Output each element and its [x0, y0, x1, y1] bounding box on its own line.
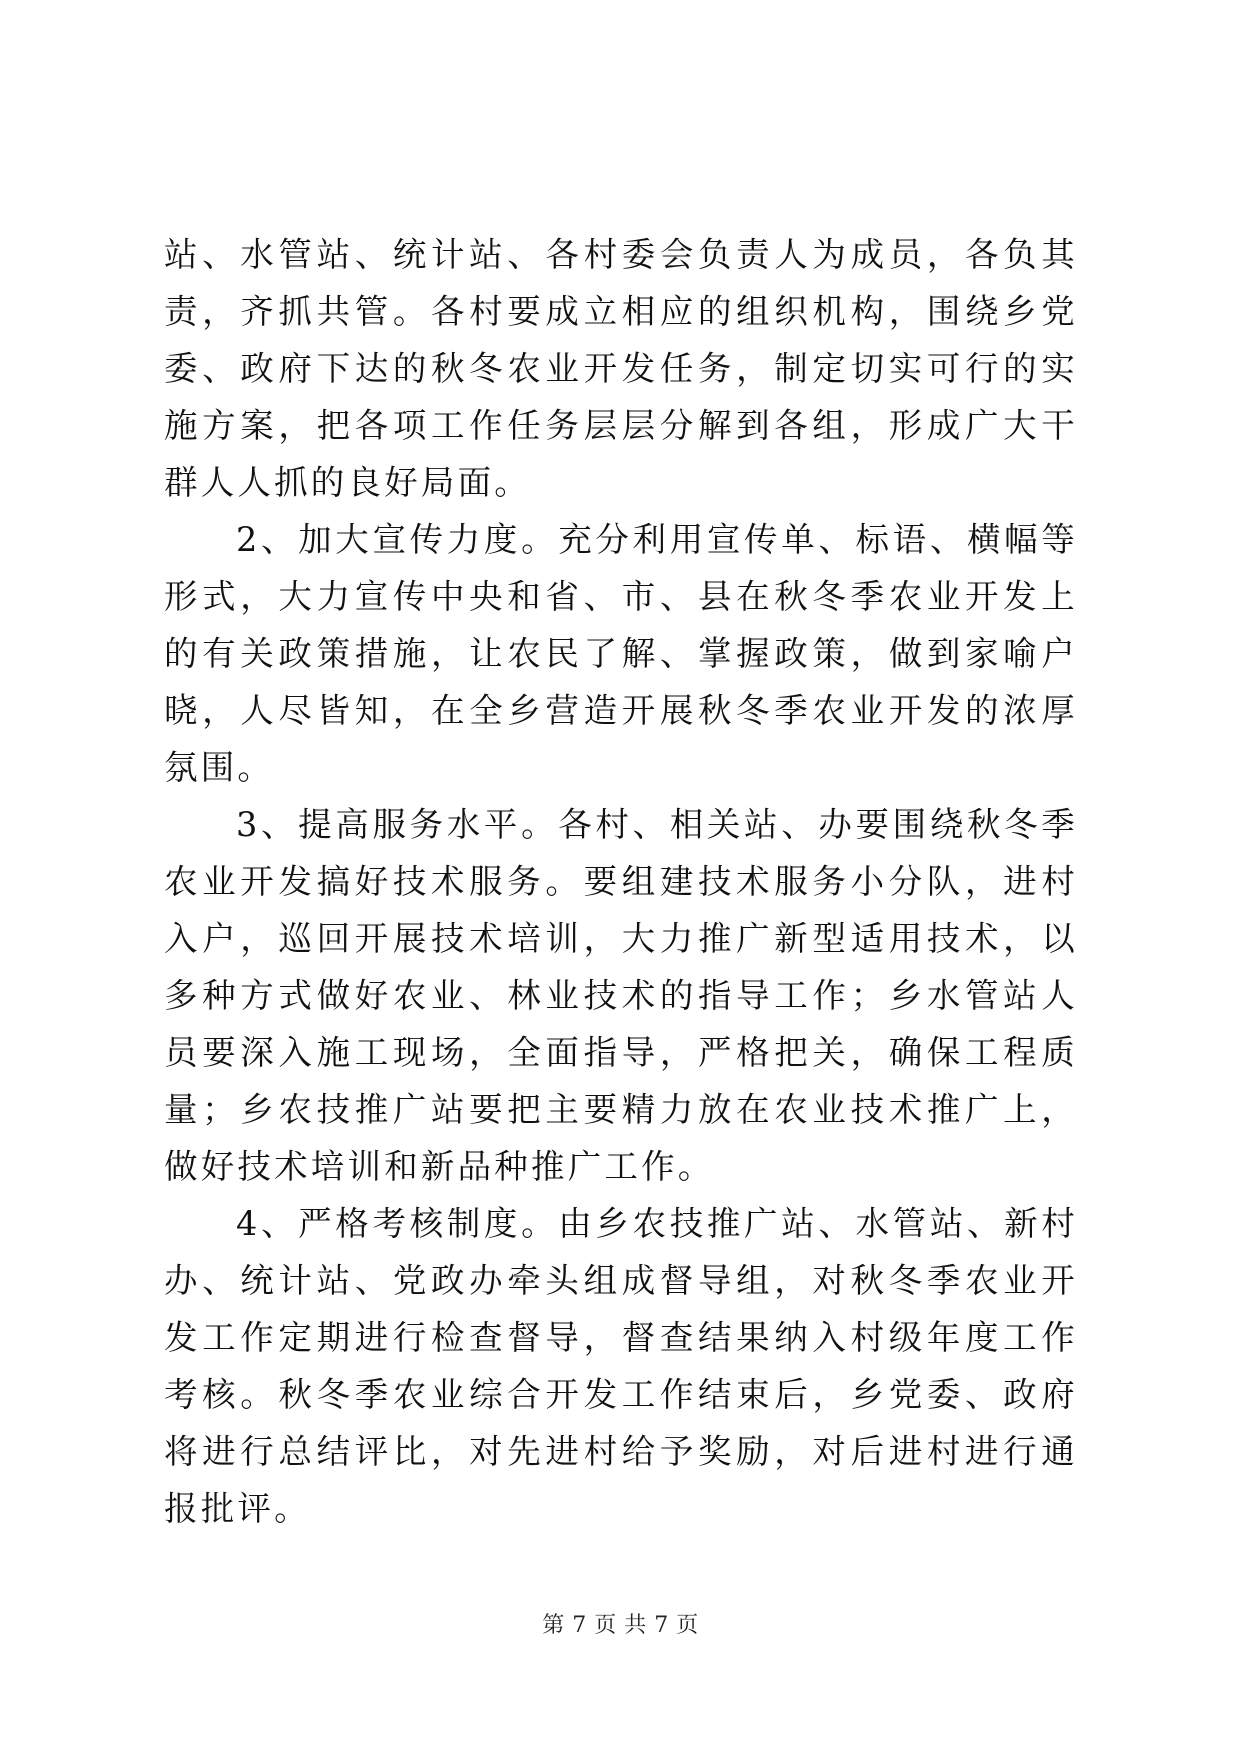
- paragraph-service: 3、提高服务水平。各村、相关站、办要围绕秋冬季农业开发搞好技术服务。要组建技术服务小分队，进村入户，巡回开展技术培训，大力推广新型适用技术，以多种方式做好农业、林业技术的指导工作；乡水管站人员要深入施工现场，全面指导，严格把关，确保工程质量；乡农技推广站要把主要精力放在农业技术推广上，做好技术培训和新品种推广工作。: [164, 805, 1078, 1186]
- paragraph-continuation: 站、水管站、统计站、各村委会负责人为成员，各负其责，齐抓共管。各村要成立相应的组织机构，围绕乡党委、政府下达的秋冬农业开发任务，制定切实可行的实施方案，把各项工作任务层层分解到各组，形成广大干群人人抓的良好局面。: [164, 235, 1078, 502]
- paragraph-assessment: 4、严格考核制度。由乡农技推广站、水管站、新村办、统计站、党政办牵头组成督导组，对秋冬季农业开发工作定期进行检查督导，督查结果纳入村级年度工作考核。秋冬季农业综合开发工作结束后，乡党委、政府将进行总结评比，对先进村给予奖励，对后进村进行通报批评。: [164, 1204, 1078, 1528]
- page-number-footer: 第 7 页 共 7 页: [542, 1613, 699, 1638]
- document-body: [164, 226, 1078, 1537]
- paragraph-publicity: 2、加大宣传力度。充分利用宣传单、标语、横幅等形式，大力宣传中央和省、市、县在秋冬季农业开发上的有关政策措施，让农民了解、掌握政策，做到家喻户晓，人尽皆知，在全乡营造开展秋冬季农业开发的浓厚氛围。: [164, 520, 1078, 787]
